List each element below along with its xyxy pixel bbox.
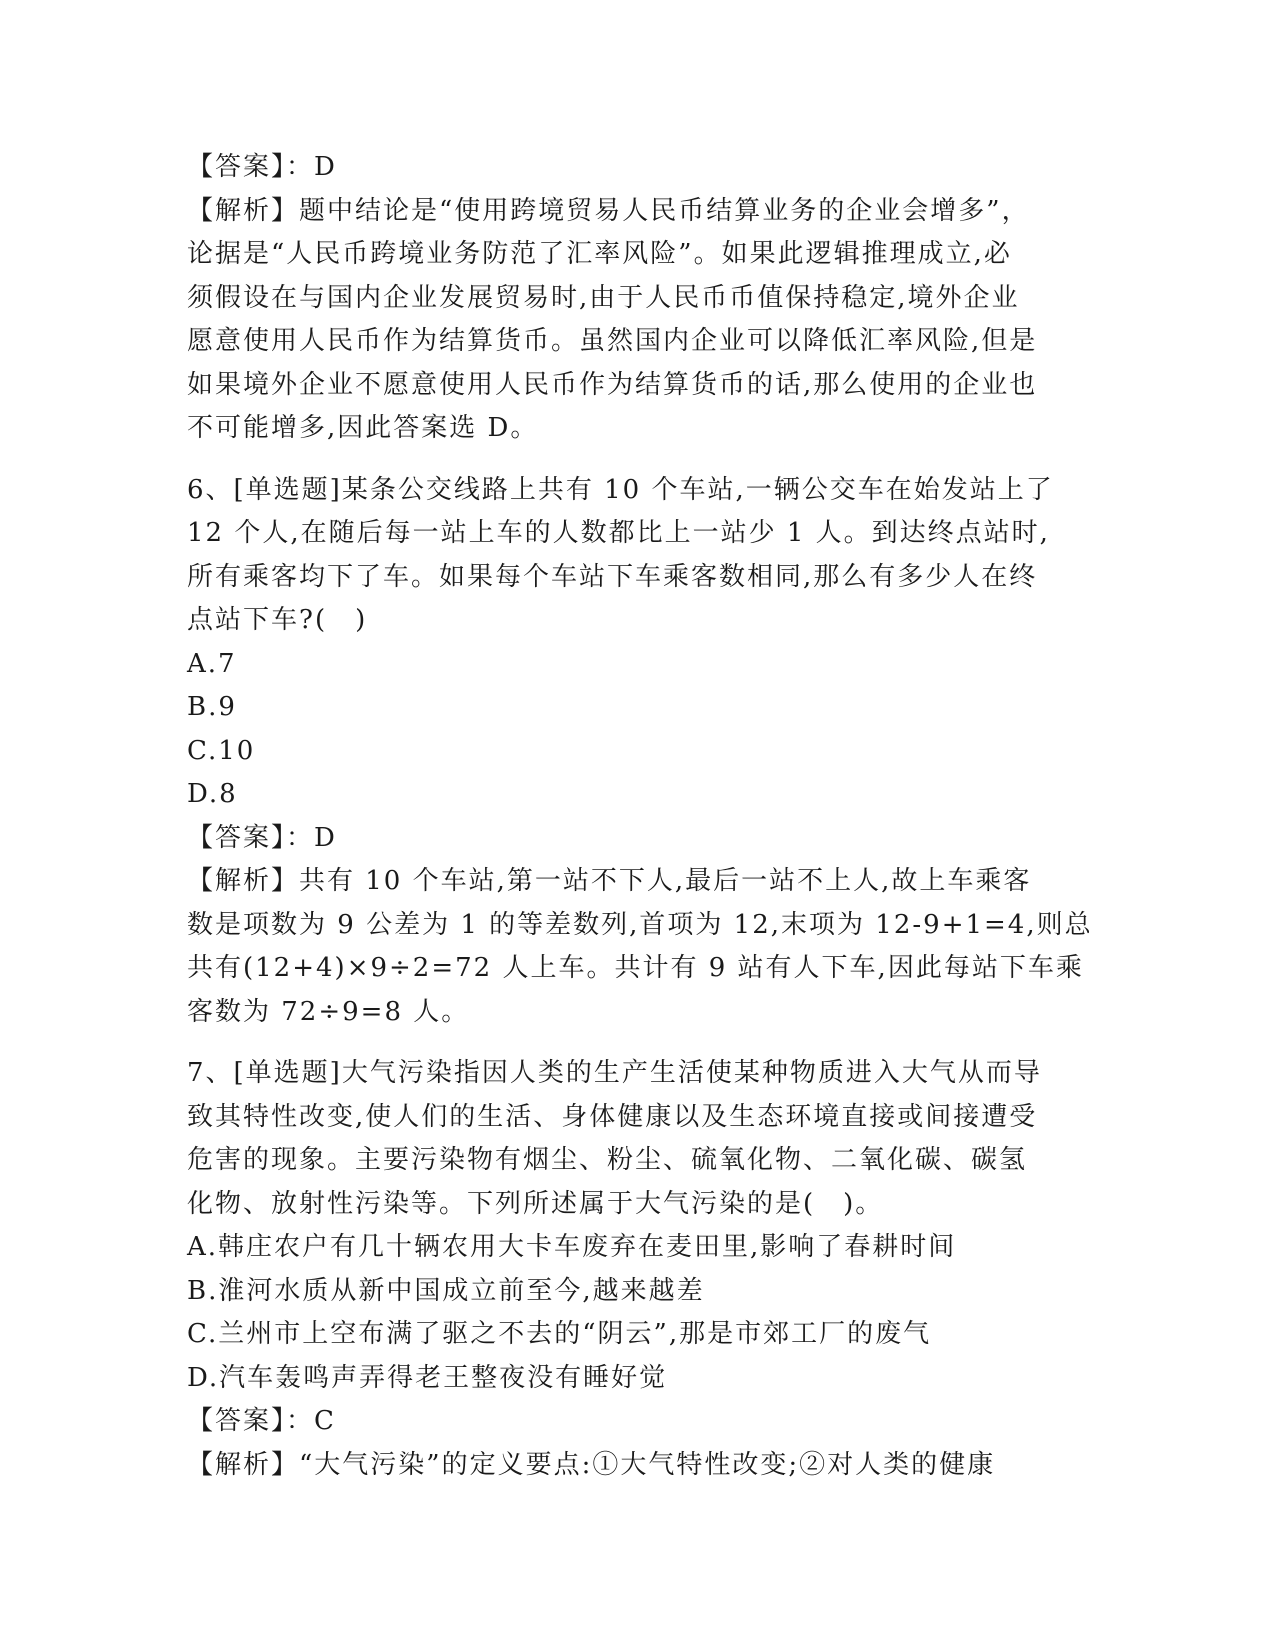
explanation-line: 数是项数为 9 公差为 1 的等差数列,首项为 12,末项为 12-9+1=4,则总 — [187, 909, 1093, 940]
explanation-line: 【解析】题中结论是“使用跨境贸易人民币结算业务的企业会增多”， — [187, 195, 1030, 226]
question-line: 致其特性改变,使人们的生活、身体健康以及生态环境直接或间接遭受 — [187, 1101, 1038, 1132]
spacer — [187, 1034, 1077, 1052]
explanation-line: 不可能增多,因此答案选 D。 — [187, 413, 539, 443]
spacer — [187, 451, 1077, 469]
option-b: B.9 — [187, 692, 237, 722]
option-a: A.7 — [187, 648, 237, 679]
option-c: C.10 — [187, 735, 256, 766]
option-a: A.韩庄农户有几十辆农用大卡车废弃在麦田里,影响了春耕时间 — [187, 1232, 957, 1262]
document-content — [187, 146, 1093, 1487]
question-line: 所有乘客均下了车。如果每个车站下车乘客数相同,那么有多少人在终 — [187, 561, 1038, 592]
question-line: 点站下车?( ) — [187, 605, 368, 635]
question-line: 化物、放射性污染等。下列所述属于大气污染的是( )。 — [187, 1188, 884, 1219]
option-b: B.淮河水质从新中国成立前至今,越来越差 — [187, 1275, 705, 1306]
explanation-line: 论据是“人民币跨境业务防范了汇率风险”。如果此逻辑推理成立,必 — [187, 239, 1012, 269]
answer-line: 【答案】：C — [187, 1406, 336, 1436]
answer-line: 【答案】：D — [187, 822, 337, 853]
explanation-line: 【解析】共有 10 个车站,第一站不下人,最后一站不上人,故上车乘客 — [187, 866, 1032, 896]
explanation-line: 愿意使用人民币作为结算货币。虽然国内企业可以降低汇率风险,但是 — [187, 326, 1038, 356]
question-6 — [187, 469, 1093, 1035]
explanation-line: 客数为 72÷9=8 人。 — [187, 996, 470, 1027]
option-d: D.汽车轰鸣声弄得老王整夜没有睡好觉 — [187, 1362, 668, 1393]
question-line: 12 个人,在随后每一站上车的人数都比上一站少 1 人。到达终点站时, — [187, 518, 1050, 548]
question-5-tail — [187, 146, 1077, 451]
question-7 — [187, 1052, 1077, 1487]
question-line: 7、[单选题]大气污染指因人类的生产生活使某种物质进入大气从而导 — [187, 1058, 1042, 1088]
question-line: 6、[单选题]某条公交线路上共有 10 个车站,一辆公交车在始发站上了 — [187, 474, 1054, 505]
answer-line: 【答案】：D — [187, 152, 337, 182]
option-c: C.兰州市上空布满了驱之不去的“阴云”,那是市郊工厂的废气 — [187, 1319, 932, 1349]
explanation-line: 【解析】“大气污染”的定义要点:①大气特性改变;②对人类的健康 — [187, 1449, 996, 1480]
explanation-line: 须假设在与国内企业发展贸易时,由于人民币币值保持稳定,境外企业 — [187, 282, 1020, 313]
question-line: 危害的现象。主要污染物有烟尘、粉尘、硫氧化物、二氧化碳、碳氢 — [187, 1145, 1028, 1175]
option-d: D.8 — [187, 779, 238, 809]
explanation-line: 共有(12+4)×9÷2=72 人上车。共计有 9 站有人下车,因此每站下车乘 — [187, 953, 1084, 983]
explanation-line: 如果境外企业不愿意使用人民币作为结算货币的话,那么使用的企业也 — [187, 369, 1038, 400]
